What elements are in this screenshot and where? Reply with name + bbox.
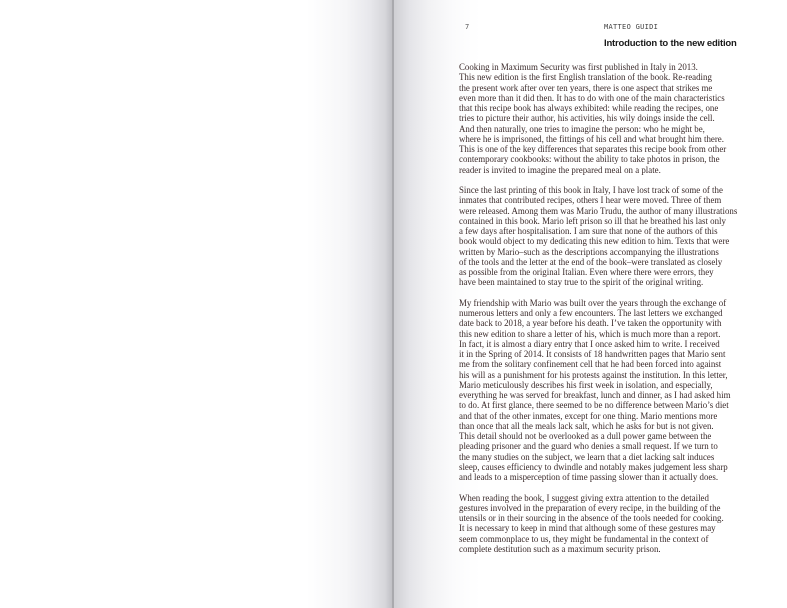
text-line: to do. At first glance, there seemed to be no difference between Mario’s diet: [459, 400, 729, 411]
text-line: everything he was served for breakfast, lunch and dinner, as I had asked him: [459, 390, 731, 400]
text-line: gestures involved in the preparation of every recipe, in the building of the: [459, 502, 721, 513]
body-text: [459, 62, 739, 564]
text-line: date back to 2018, a year before his death. I’ve taken the opportunity with: [459, 318, 722, 329]
text-line: In fact, it is almost a diary entry that I once asked him to write. I received: [459, 338, 720, 349]
text-line: tries to picture their author, his activities, his wily doings inside the cell.: [459, 113, 715, 124]
text-line: utensils or in their sourcing in the absence of the tools needed for cooking.: [459, 513, 724, 523]
text-line: this new edition to share a letter of his, which is much more than a report.: [459, 328, 721, 339]
text-line: It is necessary to keep in mind that although some of these gestures may: [459, 523, 716, 534]
text-line: complete destitution such as a maximum security prison.: [459, 543, 661, 554]
text-line: sleep, causes efficiency to dwindle and notably makes judgement less sharp: [459, 461, 728, 472]
text-line: Since the last printing of this book in Italy, I have lost track of some of the: [459, 185, 723, 195]
text-line: contemporary cookbooks: without the ability to take photos in prison, the: [459, 154, 720, 165]
chapter-title: Introduction to the new edition: [604, 38, 737, 49]
text-line: seem commonplace to us, they might be fundamental in the context of: [459, 533, 709, 544]
text-line: were released. Among them was Mario Trudu, the author of many illustrations: [459, 205, 738, 216]
text-line: pleading prisoner and the guard who denies a small request. If we turn to: [459, 441, 718, 452]
text-line: his will as a punishment for his protests against the institution. In this letter,: [459, 369, 728, 380]
text-line: And then naturally, one tries to imagine the person: who he might be,: [459, 123, 705, 134]
text-line: inmates that contributed recipes, others I hear were moved. Three of them: [459, 195, 722, 206]
text-line: contained in this book. Mario left prison so ill that he breathed his last only: [459, 215, 726, 226]
text-line: than once that all the meals lack salt, which he asks for but is not given.: [459, 420, 714, 431]
text-line: even more than it did then. It has to do with one of the main characteristics: [459, 92, 725, 103]
text-line: as possible from the original Italian. Even where there were errors, they: [459, 267, 714, 277]
text-line: and leads to a misperception of time passing slower than it actually does.: [459, 472, 719, 482]
text-line: My friendship with Mario was built over the years through the exchange of: [459, 297, 727, 308]
text-line: a few days after hospitalisation. I am sure that none of the authors of this: [459, 226, 718, 236]
text-line: of the tools and the letter at the end of the book–were translated as closely: [459, 256, 723, 267]
text-line: This detail should not be overlooked as a dull power game between the: [459, 431, 712, 441]
text-line: me from the solitary confinement cell that he had been forced into against: [459, 359, 722, 370]
running-header-author: MATTEO GUIDI: [604, 23, 659, 31]
text-line: numerous letters and only a few encounters. The last letters we exchanged: [459, 308, 723, 318]
paragraph-4: [459, 493, 739, 555]
text-line: This new edition is the first English translation of the book. Re-reading: [459, 72, 712, 83]
text-line: written by Mario–such as the descriptions accompanying the illustrations: [459, 246, 719, 257]
text-line: the present work after over ten years, there is one aspect that strikes me: [459, 82, 713, 93]
text-line: have been maintained to stay true to the spirit of the original writing.: [459, 277, 704, 288]
paragraph-1: [459, 62, 739, 175]
page-number: 7: [465, 23, 470, 31]
paragraph-3: [459, 298, 739, 483]
text-line: the many studies on the subject, we learn that a diet lacking salt induces: [459, 451, 715, 462]
left-page-blank: [0, 0, 393, 608]
text-line: When reading the book, I suggest giving extra attention to the detailed: [459, 492, 709, 503]
text-line: reader is invited to imagine the prepared meal on a plate.: [459, 164, 661, 175]
text-line: that this recipe book has always exhibited: while reading the recipes, one: [459, 103, 719, 113]
text-line: Cooking in Maximum Security was first published in Italy in 2013.: [459, 62, 698, 72]
text-line: Mario meticulously describes his first week in isolation, and especially,: [459, 379, 713, 390]
text-line: where he is imprisoned, the fittings of his cell and what brought him there.: [459, 133, 724, 144]
paragraph-2: [459, 185, 739, 288]
text-line: it in the Spring of 2014. It consists of 18 handwritten pages that Mario sent: [459, 349, 726, 359]
text-line: book would object to my dedicating this new edition to him. Texts that were: [459, 236, 730, 247]
text-line: and that of the other inmates, except for one thing. Mario mentions more: [459, 410, 718, 421]
text-line: This is one of the key differences that separates this recipe book from other: [459, 144, 727, 154]
